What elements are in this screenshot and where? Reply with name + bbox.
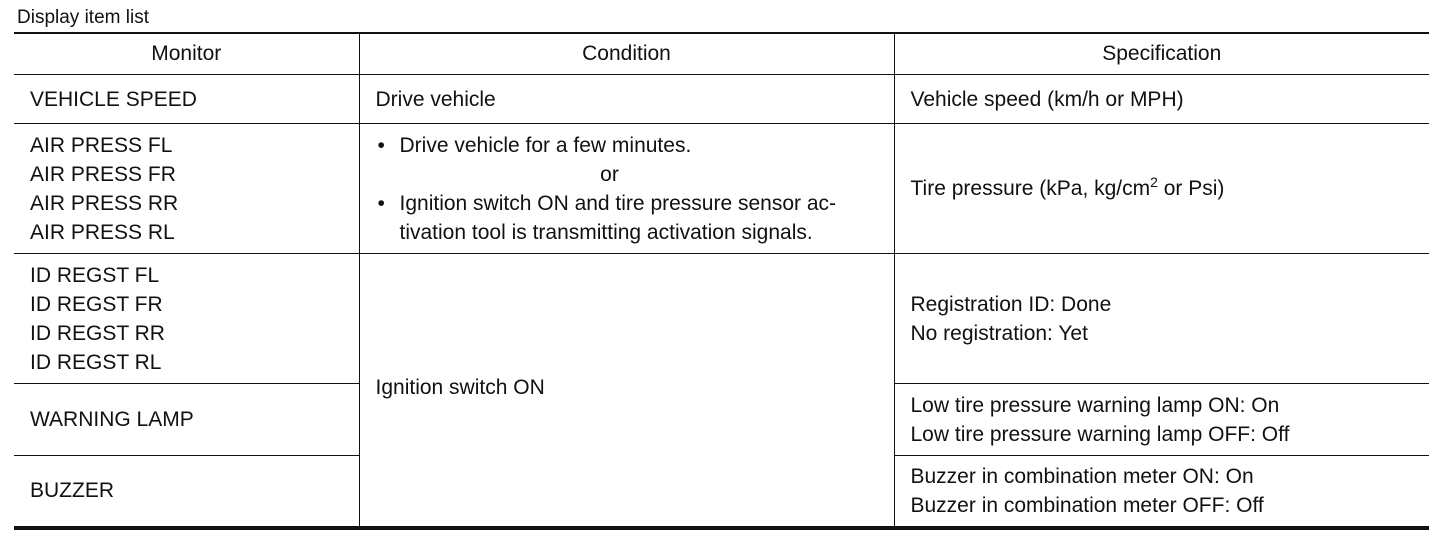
monitor-item: AIR PRESS RR — [30, 191, 179, 215]
monitor-cell — [14, 254, 359, 384]
condition-bullet-text: tivation tool is transmitting activation signals. — [399, 220, 813, 244]
monitor-cell — [14, 75, 359, 124]
monitor-item: ID REGST RR — [30, 321, 165, 345]
monitor-cell — [14, 124, 359, 254]
condition-bullet-text: • Ignition switch ON and tire pressure sensor ac- — [399, 191, 837, 215]
specification-line: Registration ID: Done — [910, 292, 1112, 316]
monitor-item: VEHICLE SPEED — [30, 87, 197, 111]
header-monitor: Monitor — [14, 33, 359, 75]
monitor-item: AIR PRESS RL — [30, 220, 175, 244]
condition-cell — [359, 124, 894, 254]
monitor-item: ID REGST FL — [30, 263, 160, 287]
specification-line: Low tire pressure warning lamp OFF: Off — [910, 422, 1290, 446]
table-caption: Display item list — [17, 7, 149, 28]
specification-cell — [894, 124, 1429, 254]
monitor-cell — [14, 456, 359, 528]
specification-cell — [894, 456, 1429, 528]
table-row — [14, 254, 1429, 384]
display-item-table — [14, 32, 1429, 530]
header-specification: Specification — [894, 33, 1429, 75]
specification-text: Tire pressure (kPa, kg/cm — [910, 177, 1151, 200]
specification-cell — [894, 254, 1429, 384]
specification-line: No registration: Yet — [910, 321, 1088, 345]
condition-bullet — [376, 189, 884, 247]
condition-bullet-list — [376, 189, 884, 247]
specification-line: Vehicle speed (km/h or MPH) — [910, 87, 1184, 111]
specification-line: Low tire pressure warning lamp ON: On — [910, 393, 1280, 417]
monitor-item: WARNING LAMP — [30, 408, 194, 431]
condition-bullet — [376, 131, 884, 160]
specification-cell — [894, 384, 1429, 456]
monitor-item: ID REGST RL — [30, 350, 162, 374]
specification-cell — [894, 75, 1429, 124]
header-condition: Condition — [359, 33, 894, 75]
table-row — [14, 75, 1429, 124]
table-header-row — [14, 33, 1429, 75]
monitor-item: ID REGST FR — [30, 292, 163, 316]
specification-superscript: 2 — [1150, 174, 1158, 190]
specification-text: or Psi) — [1157, 177, 1225, 200]
condition-cell: Drive vehicle — [359, 75, 894, 124]
table-row — [14, 124, 1429, 254]
specification-line — [911, 174, 1420, 203]
monitor-item: AIR PRESS FL — [30, 133, 173, 157]
condition-connector: or — [600, 162, 619, 186]
condition-cell-shared: Ignition switch ON — [359, 254, 894, 528]
specification-line: Buzzer in combination meter OFF: Off — [910, 493, 1264, 517]
condition-bullet-list — [376, 131, 884, 160]
specification-line: Buzzer in combination meter ON: On — [910, 464, 1254, 488]
monitor-cell — [14, 384, 359, 456]
monitor-item: AIR PRESS FR — [30, 162, 176, 186]
condition-bullet-text: • Drive vehicle for a few minutes. — [399, 133, 692, 157]
monitor-item: BUZZER — [30, 479, 114, 503]
